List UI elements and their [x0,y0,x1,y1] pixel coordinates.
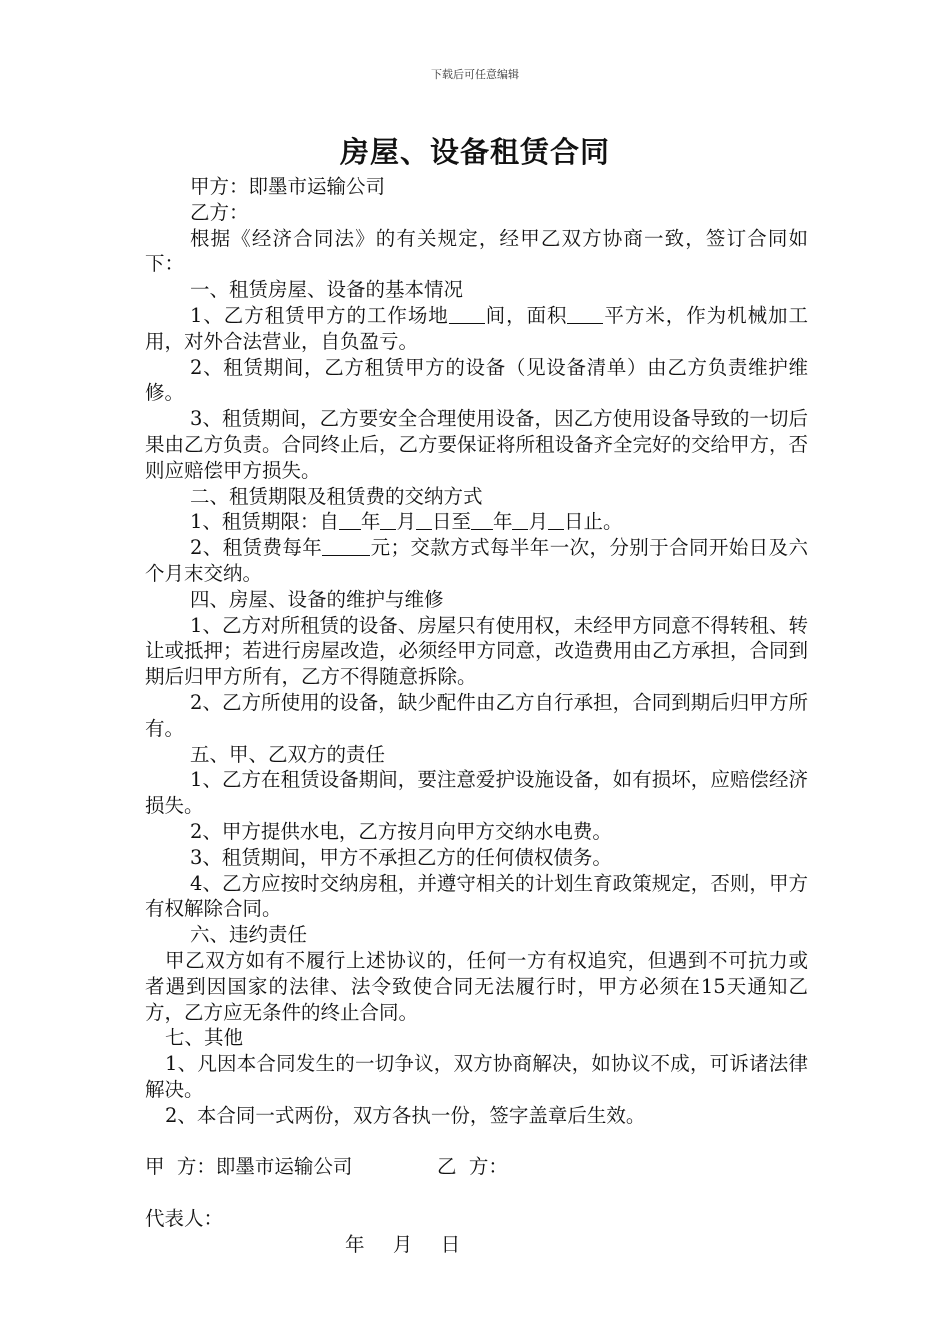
clause-text: 2、租赁费每年 [190,536,323,560]
clause-6-1: 甲乙双方如有不履行上述协议的，任何一方有权追究，但遇到不可抗力或者遇到因国家的法律、法令致使合同无法履行时，甲方必须在15天通知乙方，乙方应无条件的终止合同。 [145,948,808,1024]
section-heading-5: 五、甲、乙双方的责任 [190,742,386,766]
clause-1-2: 2、租赁期间，乙方租赁甲方的设备（见设备清单）由乙方负责维护维修。 [145,355,808,405]
clause-7-1: 1、凡因本合同发生的一切争议，双方协商解决，如协议不成，可诉诸法律解决。 [145,1052,808,1101]
clause-4-2: 2、乙方所使用的设备，缺少配件由乙方自行承担，合同到期后归甲方所有。 [145,690,808,740]
signature-line [145,1154,808,1180]
party-b-line: 乙方： [190,200,249,224]
section-heading-1: 一、租赁房屋、设备的基本情况 [190,278,464,302]
section-heading-2: 二、租赁期限及租赁费的交纳方式 [190,484,483,508]
party-a-line: 甲方：即墨市运输公司 [190,175,386,198]
clause-2-1 [145,509,808,535]
section-heading-4: 四、房屋、设备的维护与维修 [190,587,444,611]
contract-body [145,174,808,1257]
clause-text: 元；交款方式每半年一次，分别于合同开始日及六个月末交纳。 [145,536,808,585]
clause-text: 间，面积 [484,303,568,327]
blank-field [471,510,493,530]
representative-line: 代表人： [145,1206,224,1230]
blank-field [512,510,528,530]
intro-paragraph: 根据《经济合同法》的有关规定，经甲乙双方协商一致，签订合同如下： [145,226,808,276]
clause-5-1: 1、乙方在租赁设备期间，要注意爱护设施设备，如有损坏，应赔偿经济损失。 [145,768,808,818]
clause-text: 月 [396,510,416,534]
section-heading-6: 六、违约责任 [190,923,308,947]
date-line: 年 月 日 [345,1232,461,1256]
clause-text: 平方米，作为机械加工用，对外合法营业，自负盈亏。 [145,303,808,353]
clause-2-2 [145,535,808,587]
section-heading-7: 七、其他 [165,1026,244,1050]
clause-5-2: 2、甲方提供水电，乙方按月向甲方交纳水电费。 [190,819,612,843]
clause-text: 1、租赁期限：自 [190,510,339,534]
blank-field [449,304,485,324]
page-header: 下载后可任意编辑 [431,68,519,81]
clause-text: 日止。 [564,510,623,534]
spacer [145,1180,808,1206]
blank-field [416,510,432,530]
clause-text: 年 [360,510,381,534]
clause-4-1: 1、乙方对所租赁的设备、房屋只有使用权，未经甲方同意不得转租、转让或抵押；若进行房屋改造，必须经甲方同意，改造费用由乙方承担，合同到期后归甲方所有，乙方不得随意拆除。 [145,613,809,689]
clause-text: 年 [492,510,513,534]
clause-5-4: 4、乙方应按时交纳房租，并遵守相关的计划生育政策规定，否则，甲方有权解除合同。 [145,871,808,921]
blank-field [567,304,603,324]
party-a-signature: 甲 方：即墨市运输公司 [145,1155,353,1179]
clause-1-1 [145,303,808,355]
contract-title: 房屋、设备租赁合同 [339,135,610,169]
clause-text: 1、乙方租赁甲方的工作场地 [190,303,449,327]
blank-field [339,510,361,530]
clause-7-2: 2、本合同一式两份，双方各执一份，签字盖章后生效。 [165,1103,646,1127]
party-b-signature: 乙 方： [437,1155,508,1179]
blank-field [322,536,370,556]
blank-field [380,510,396,530]
clause-text: 日至 [431,510,471,534]
clause-text: 月 [528,510,548,534]
clause-5-3: 3、租赁期间，甲方不承担乙方的任何债权债务。 [190,845,612,869]
spacer [145,1128,808,1154]
clause-1-3: 3、租赁期间，乙方要安全合理使用设备，因乙方使用设备导致的一切后果由乙方负责。合同终止后，乙方要保证将所租设备齐全完好的交给甲方，否则应赔偿甲方损失。 [145,407,809,482]
blank-field [548,510,564,530]
